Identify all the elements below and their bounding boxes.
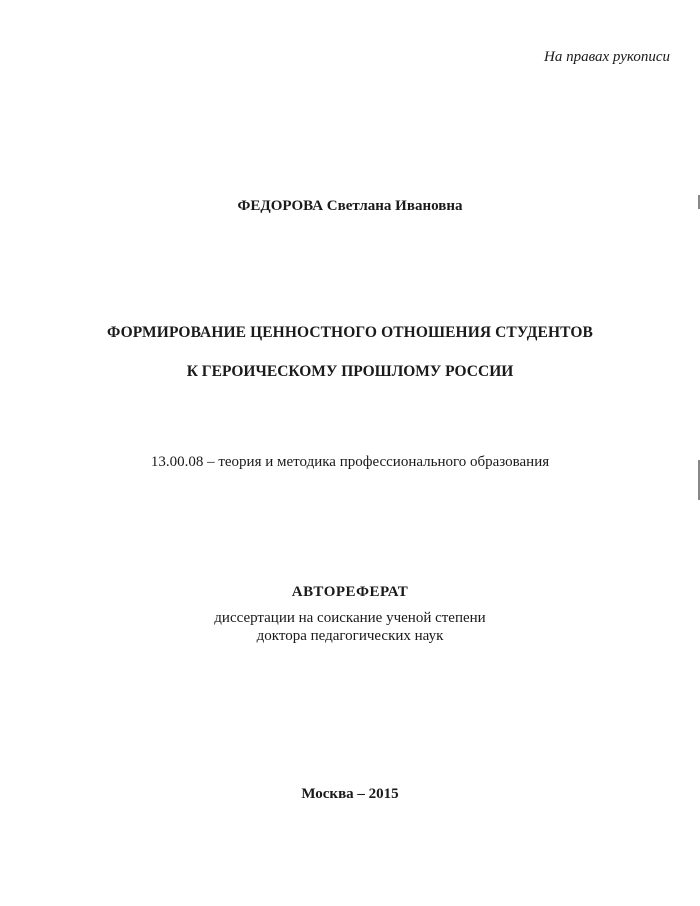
author-given-name: Светлана Ивановна (326, 198, 463, 214)
rights-note: На правах рукописи (544, 49, 670, 65)
document-type: АВТОРЕФЕРАТ (291, 584, 409, 600)
title-line-1: ФОРМИРОВАНИЕ ЦЕННОСТНОГО ОТНОШЕНИЯ СТУДЕНТОВ (107, 324, 593, 341)
specialty-code: 13.00.08 – теория и методика профессионального образования (150, 454, 550, 470)
degree-description-line-1: диссертации на соискание ученой степени (214, 610, 486, 626)
degree-description-line-2: доктора педагогических наук (256, 628, 444, 644)
author-surname: ФЕДОРОВА (237, 198, 324, 214)
title-line-2: К ГЕРОИЧЕСКОМУ ПРОШЛОМУ РОССИИ (186, 363, 514, 380)
author-name (0, 198, 700, 215)
city-year: Москва – 2015 (301, 786, 399, 802)
